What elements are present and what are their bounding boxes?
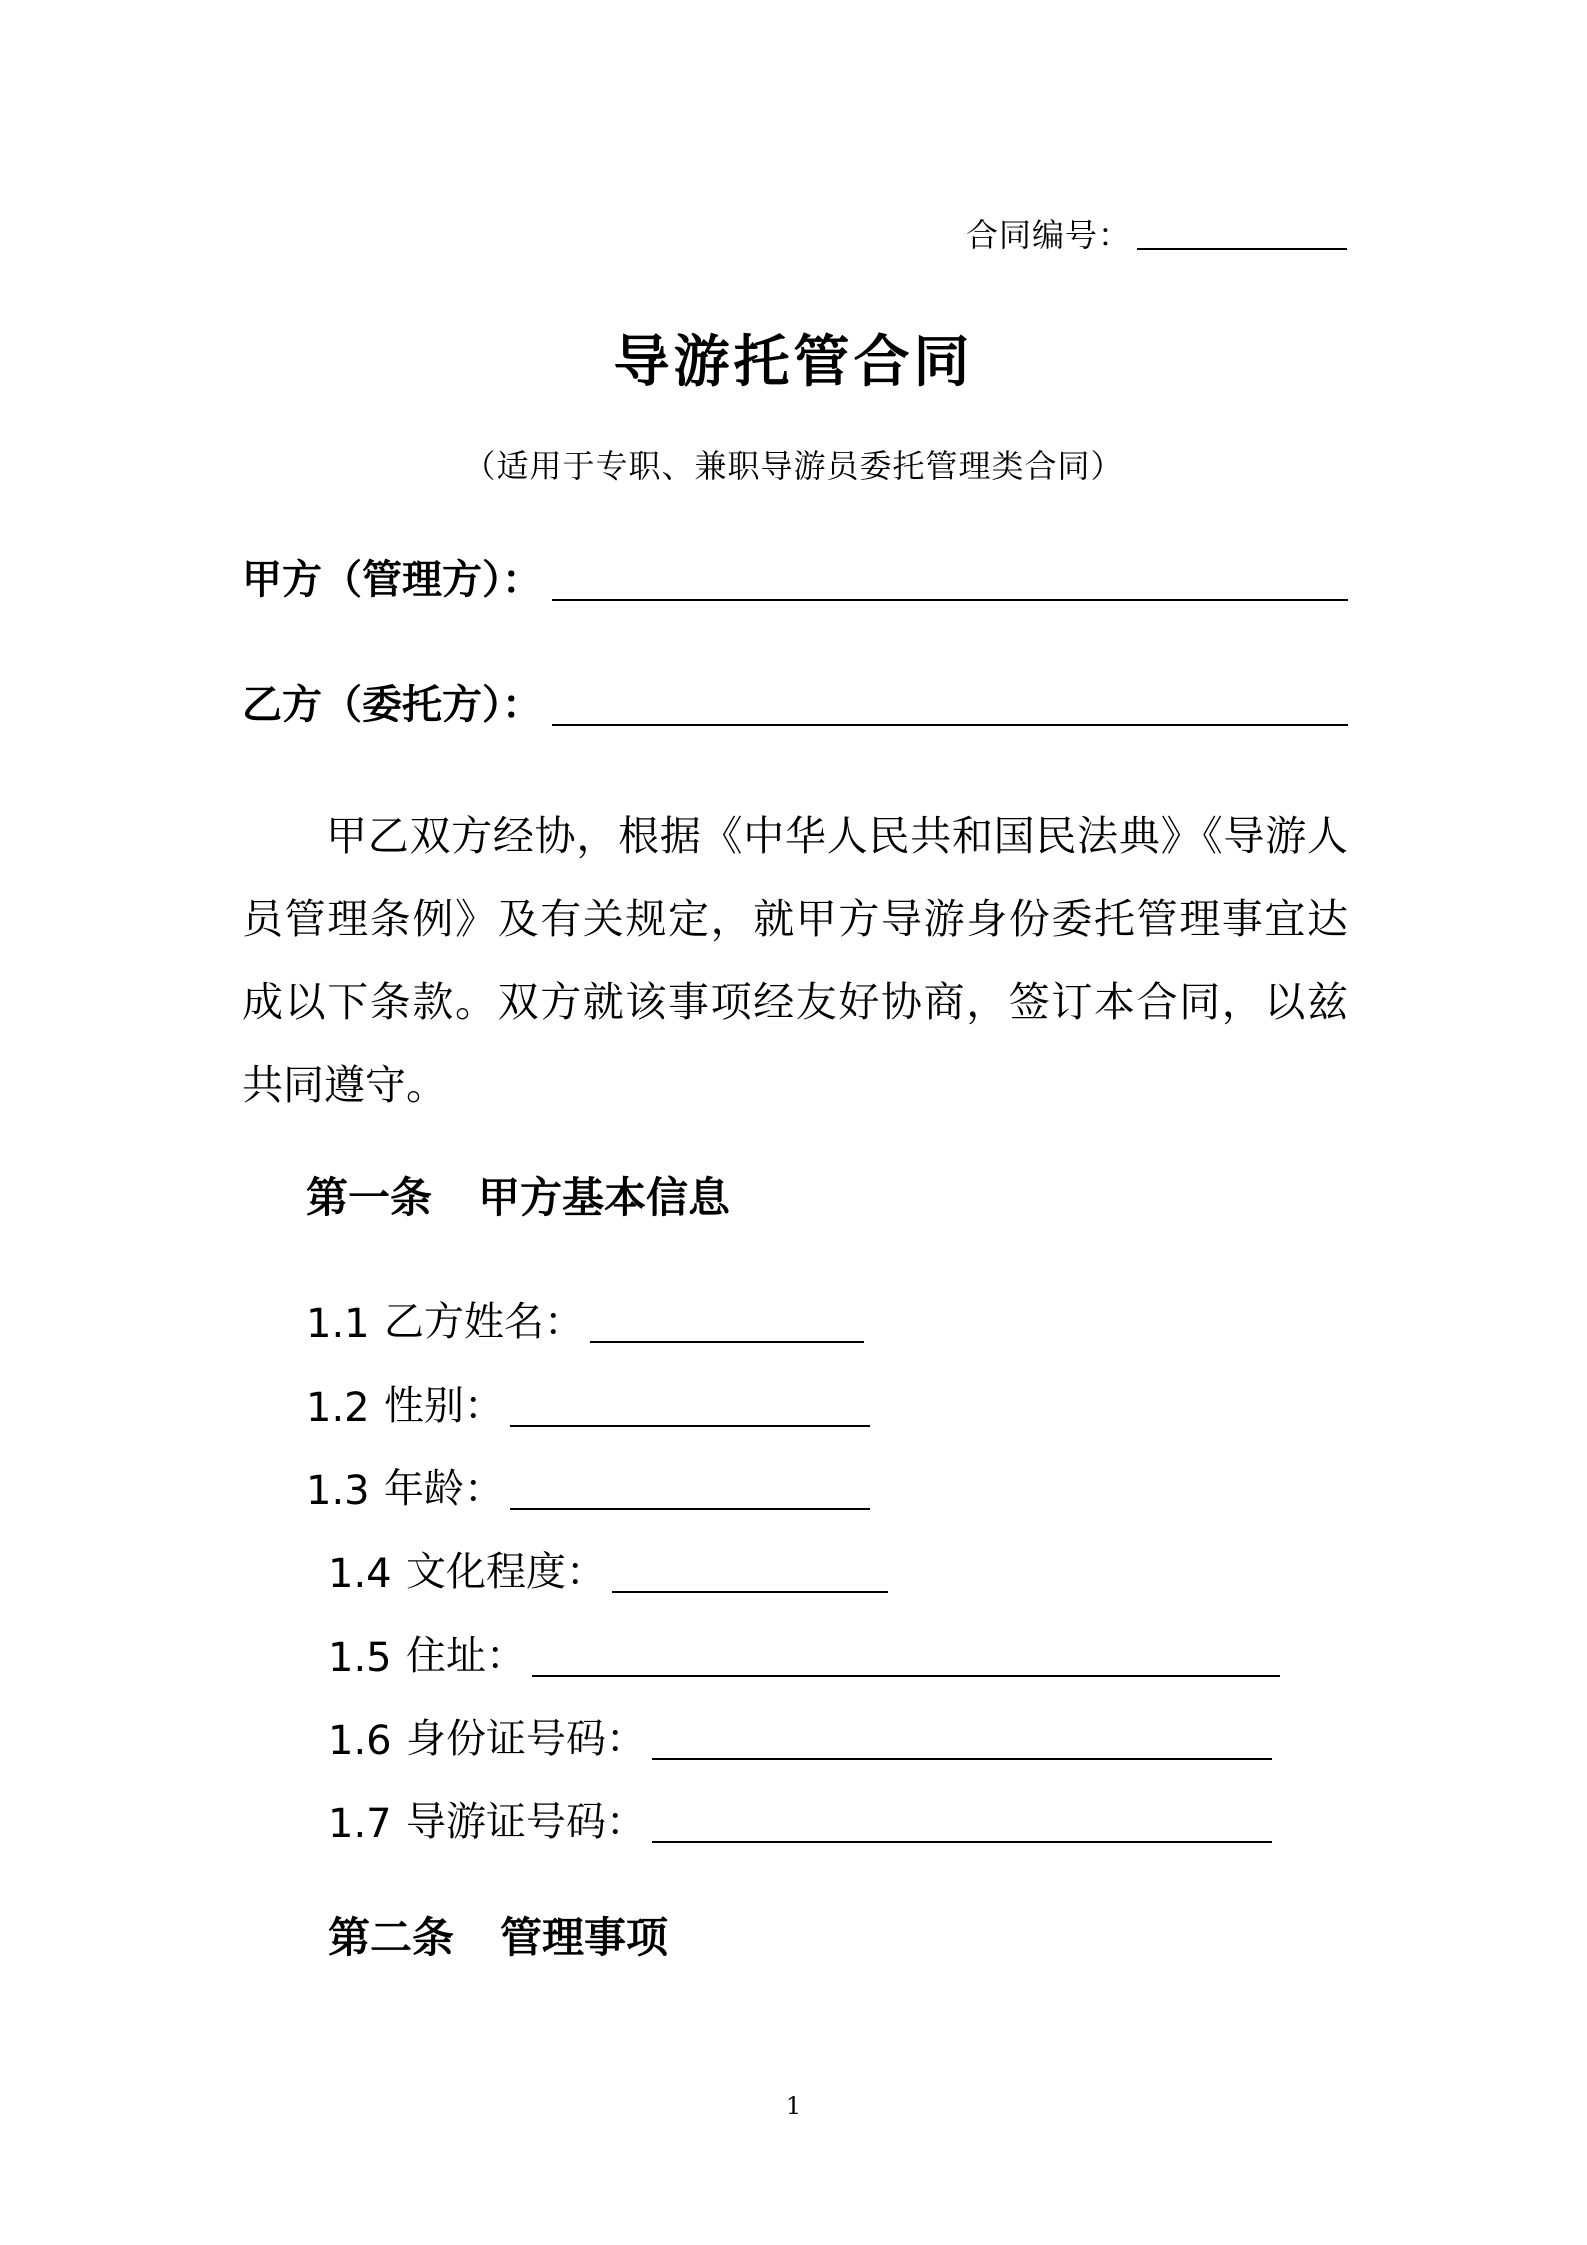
field-guide-license-blank[interactable] [652, 1797, 1272, 1843]
document-subtitle: （适用于专职、兼职导游员委托管理类合同） [463, 447, 1124, 485]
article-1-title: 甲方基本信息 [478, 1173, 731, 1222]
field-label: 导游证号码： [406, 1799, 646, 1845]
field-number: 1.3 [306, 1468, 370, 1514]
field-name-blank[interactable] [590, 1297, 864, 1343]
contract-number-field [966, 210, 1347, 256]
field-gender [306, 1375, 870, 1431]
field-education [328, 1541, 888, 1597]
field-address-blank[interactable] [532, 1631, 1280, 1677]
party-a-blank[interactable] [552, 559, 1348, 601]
document-title: 导游托管合同 [613, 330, 974, 395]
field-label: 身份证号码： [406, 1716, 646, 1762]
article-1-number: 第一条 [306, 1173, 433, 1222]
field-number: 1.5 [328, 1635, 392, 1681]
party-b-field [242, 673, 1348, 730]
contract-number-label: 合同编号： [965, 216, 1131, 254]
intro-paragraph: 甲乙双方经协，根据《中华人民共和国民法典》《导游人员管理条例》及有关规定，就甲方导游身份委托管理事宜达成以下条款。双方就该事项经友好协商，签订本合同，以兹共同遵守。 [242, 812, 1348, 1109]
contract-number-blank[interactable] [1137, 216, 1347, 250]
field-number: 1.4 [328, 1551, 392, 1597]
field-label: 乙方姓名： [384, 1299, 584, 1345]
page-number: 1 [785, 2092, 802, 2120]
article-2-heading [328, 1905, 668, 1965]
field-education-blank[interactable] [612, 1547, 888, 1593]
field-number: 1.7 [328, 1801, 392, 1847]
party-b-blank[interactable] [552, 684, 1348, 726]
article-1-heading [306, 1165, 730, 1225]
article-2-number: 第二条 [328, 1913, 455, 1962]
field-age [306, 1458, 870, 1514]
field-id-number [328, 1708, 1272, 1764]
article-2-title: 管理事项 [500, 1913, 669, 1962]
party-b-label: 乙方（委托方）： [242, 682, 542, 728]
field-number: 1.1 [306, 1301, 370, 1347]
field-number: 1.2 [306, 1385, 370, 1431]
field-label: 性别： [384, 1383, 504, 1429]
field-id-number-blank[interactable] [652, 1714, 1272, 1760]
field-age-blank[interactable] [510, 1464, 870, 1510]
field-guide-license [328, 1791, 1272, 1847]
field-address [328, 1625, 1280, 1681]
field-label: 住址： [406, 1633, 526, 1679]
field-number: 1.6 [328, 1718, 392, 1764]
field-label: 文化程度： [406, 1549, 606, 1595]
party-a-field [242, 548, 1348, 605]
field-label: 年龄： [384, 1466, 504, 1512]
field-gender-blank[interactable] [510, 1381, 870, 1427]
party-a-label: 甲方（管理方）： [242, 557, 542, 603]
field-name [306, 1291, 864, 1347]
